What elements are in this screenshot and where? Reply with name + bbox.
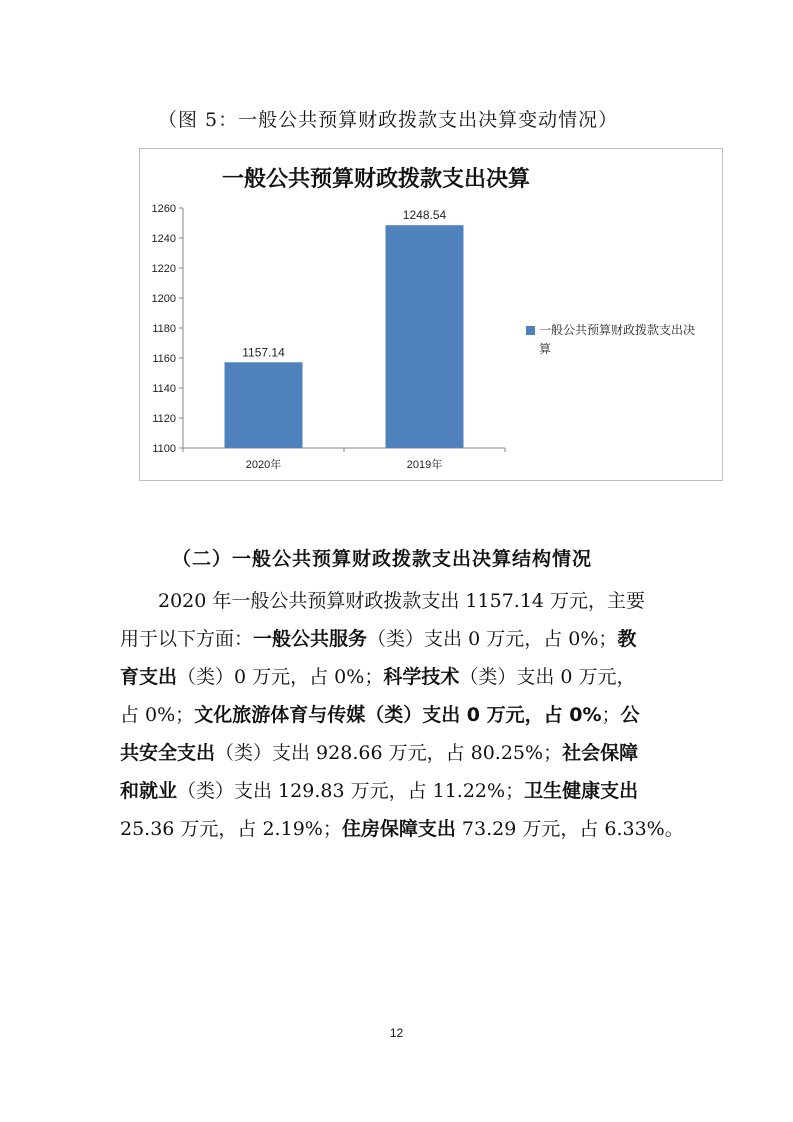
y-tick-label: 1260 (151, 203, 176, 215)
y-tick-label: 1100 (152, 443, 176, 455)
body-text-bold: 文化旅游体育与传媒（类）支出 0 万元，占 0% (194, 704, 602, 726)
x-category-label: 2020年 (245, 459, 282, 471)
body-text-bold: 共安全支出 (120, 742, 216, 764)
body-line (120, 582, 680, 620)
figure-caption: （图 5：一般公共预算财政拨款支出决算变动情况） (158, 109, 619, 131)
body-text-bold: 育支出 (120, 666, 178, 688)
body-text-bold: 卫生健康支出 (524, 780, 639, 802)
chart-title: 一般公共预算财政拨款支出决算 (221, 167, 531, 192)
body-text-run: （类）支出 0 万元，占 0%； (367, 628, 618, 650)
section-heading: （二）一般公共预算财政拨款支出决算结构情况 (172, 548, 593, 570)
body-text-bold: 和就业 (120, 780, 178, 802)
bar-2020年 (225, 362, 303, 448)
body-text-run: （类）支出 928.66 万元，占 80.25%； (215, 742, 563, 764)
page-number: 12 (389, 1026, 404, 1040)
body-line (120, 620, 680, 658)
body-line (120, 696, 680, 734)
body-text-run: 占 0%； (120, 704, 195, 726)
body-line (120, 772, 680, 810)
body-text-bold: 住房保障支出 (341, 818, 456, 840)
body-text-run: 73.29 万元，占 6.33%。 (455, 818, 684, 840)
chart-legend (526, 322, 695, 356)
y-tick-label: 1220 (151, 263, 176, 275)
y-tick-label: 1120 (152, 413, 176, 425)
bar-2019年 (386, 225, 464, 448)
legend-label-continued: 算 (539, 342, 552, 356)
body-text-bold: 科学技术 (383, 666, 460, 688)
body-text-run: 2020 年一般公共预算财政拨款支出 1157.14 万元，主要 (120, 590, 646, 612)
bar-chart (139, 148, 723, 481)
body-paragraph (120, 582, 684, 848)
y-tick-label: 1240 (151, 233, 176, 245)
body-text-bold: 公 (620, 704, 640, 726)
y-tick-label: 1140 (152, 383, 176, 395)
body-line (120, 658, 680, 696)
y-tick-label: 1160 (152, 353, 176, 365)
body-text-run: 25.36 万元，占 2.19%； (120, 818, 342, 840)
body-text-run: 用于以下方面： (120, 628, 254, 650)
body-text-bold: 社会保障 (562, 742, 639, 764)
body-line (120, 810, 684, 848)
body-line (120, 734, 680, 772)
legend-swatch (526, 326, 535, 335)
chart-bars (225, 208, 464, 448)
body-text-bold: 一般公共服务 (253, 628, 368, 650)
y-tick-label: 1180 (152, 323, 176, 335)
chart-canvas (140, 149, 724, 482)
body-text-run: （类）支出 129.83 万元，占 11.22%； (177, 780, 525, 802)
legend-label: 一般公共预算财政拨款支出决 (539, 323, 696, 337)
body-text-run: ； (601, 704, 621, 726)
x-category-label: 2019年 (406, 459, 443, 471)
bar-data-label: 1248.54 (402, 208, 447, 223)
bar-data-label: 1157.14 (242, 345, 285, 360)
y-tick-label: 1200 (151, 293, 176, 305)
body-text-bold: 教 (617, 628, 637, 650)
body-text-run: （类）0 万元，占 0%； (177, 666, 384, 688)
body-text-run: （类）支出 0 万元， (459, 666, 636, 688)
